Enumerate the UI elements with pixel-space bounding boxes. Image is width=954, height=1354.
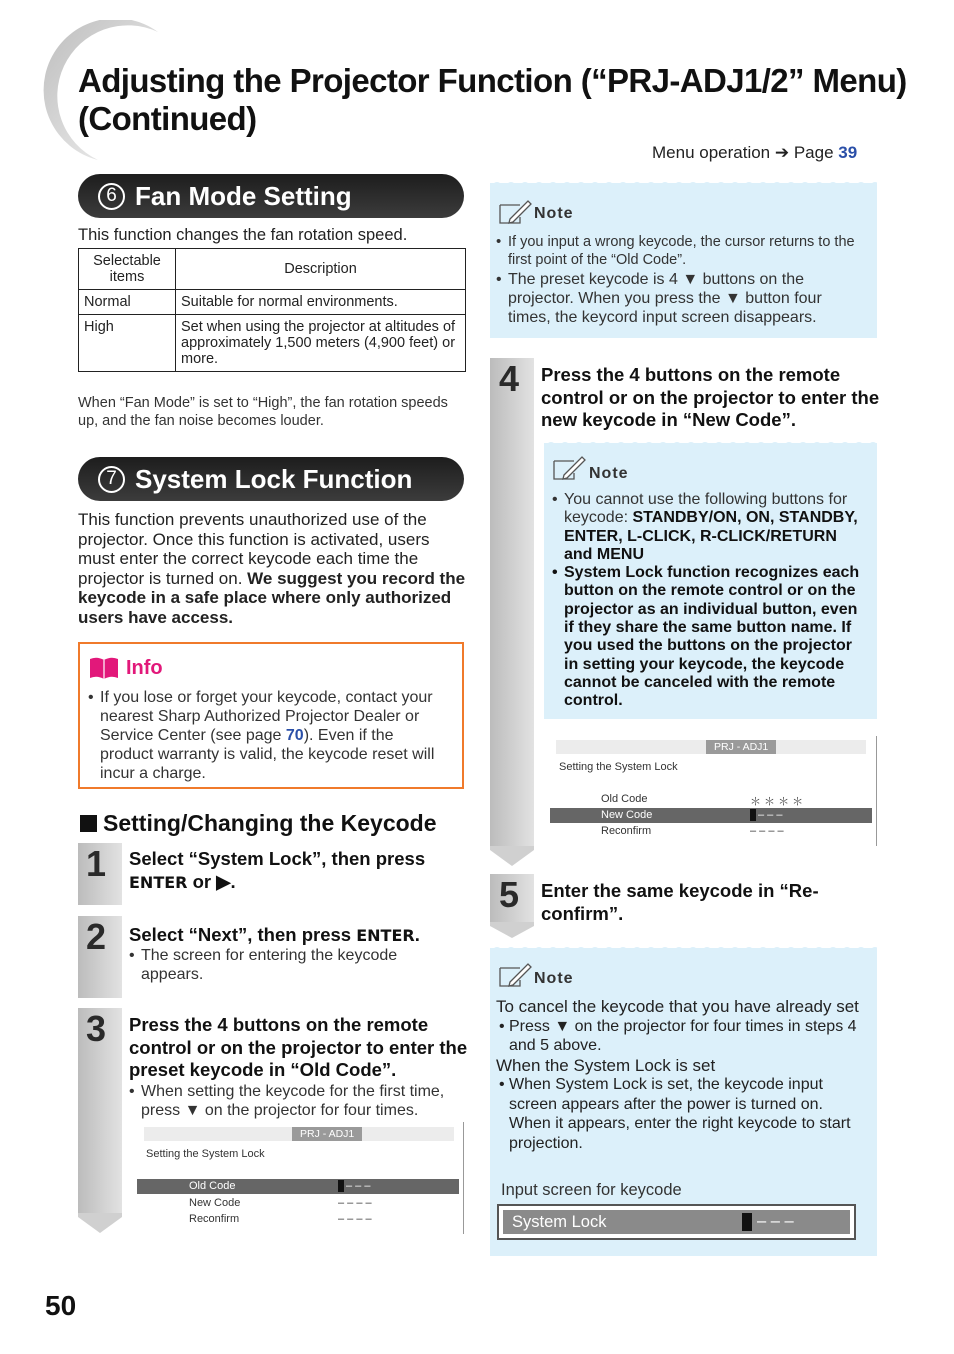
note2-bullet-1-plain: You cannot use the following buttons for keycode: xyxy=(564,491,848,527)
note1-bullets: • If you input a wrong keycode, the cursor returns to the first point of the “Old Code”. • The preset keycode is 4 ▼ buttons on the projector. When you press the ▼ button four times, the keycord input screen disappears. xyxy=(496,233,855,326)
fan-mode-heading-text: Fan Mode Setting xyxy=(135,180,352,211)
screen-menu-label: PRJ - ADJ1 xyxy=(292,1127,362,1141)
note-box-1 xyxy=(490,183,877,338)
step2-text-b: . xyxy=(414,924,420,945)
page-title: Adjusting the Projector Function (“PRJ-ADJ1/2” Menu) (Continued) xyxy=(78,62,907,137)
system-lock-heading-text: System Lock Function xyxy=(135,463,413,494)
table-header-description: Description xyxy=(176,249,466,290)
fan-after-note: When “Fan Mode” is set to “High”, the fan rotation speeds up, and the fan noise becomes louder. xyxy=(78,395,448,429)
info-page-link[interactable]: 70 xyxy=(285,727,304,744)
screen-title: Setting the System Lock xyxy=(559,761,678,773)
enter-key-label: ENTER xyxy=(129,872,188,892)
step2-bullet-text: The screen for entering the keycode appears. xyxy=(141,947,398,983)
table-cell-item: High xyxy=(79,315,176,372)
screen-dashes: – – – – xyxy=(338,1213,372,1225)
system-lock-paragraph xyxy=(78,510,466,627)
page-number: 50 xyxy=(45,1290,77,1321)
screen-highlight-row xyxy=(137,1179,459,1194)
fan-mode-table xyxy=(78,248,466,372)
step4-text: Press the 4 buttons on the remote control or on the projector to enter the new keycode in “New Code”. xyxy=(541,364,880,430)
fan-mode-heading xyxy=(78,174,464,218)
cursor-block xyxy=(742,1213,752,1231)
step3-text: Press the 4 buttons on the remote control or on the projector to enter the preset keycode in “Old Code”. xyxy=(129,1014,468,1080)
table-cell-item: Normal xyxy=(79,290,176,315)
cursor-block xyxy=(338,1180,344,1192)
screen-new-code xyxy=(546,736,877,846)
step-arrow-icon xyxy=(490,846,534,868)
step-number: 5 xyxy=(499,874,520,915)
pencil-note-icon xyxy=(498,962,532,990)
step-number: 2 xyxy=(86,916,107,957)
note-edge-decoration xyxy=(544,439,877,447)
screen-dashes: – – – – xyxy=(750,825,784,837)
step5-text: Enter the same keycode in “Re-confirm”. xyxy=(541,880,819,924)
screen-row-reconfirm: Reconfirm xyxy=(601,825,652,837)
note-box-3 xyxy=(490,948,877,1256)
step-arrow-icon xyxy=(490,922,534,940)
circled-number-icon: 7 xyxy=(98,466,125,493)
table-cell-desc: Set when using the projector at altitudes of approximately 1,500 meters (4,900 feet) or more. xyxy=(176,315,466,372)
note3-heading-cancel: To cancel the keycode that you have already set xyxy=(496,997,859,1016)
pencil-note-icon xyxy=(552,455,586,483)
table-row xyxy=(79,315,466,372)
screen-row-old-code: Old Code xyxy=(601,793,648,805)
keycode-subheading: Setting/Changing the Keycode xyxy=(103,810,437,836)
square-bullet-icon xyxy=(80,815,97,832)
step-number: 3 xyxy=(86,1008,107,1049)
step-number: 1 xyxy=(86,843,107,884)
step1-text xyxy=(129,848,469,894)
note2-bullet-1-bold: STANDBY/ON, ON, STANDBY, ENTER, L-CLICK, R-CLICK/RETURN and MENU xyxy=(564,509,858,563)
fan-intro: This function changes the fan rotation speed. xyxy=(78,226,408,244)
enter-key-label: ENTER xyxy=(356,926,415,945)
screen-highlight-row xyxy=(550,808,872,823)
system-lock-heading xyxy=(78,457,464,501)
step-bar xyxy=(490,358,534,848)
note3-content: To cancel the keycode that you have already set • Press ▼ on the projector for four times in steps 4 and 5 above. When the System Lock is set • When System Lock is set, the keycode input screen appears after the power is turned on. When it appears, enter the right keycode to start projection. xyxy=(496,997,868,1153)
note2-bullets: • You cannot use the following buttons for keycode: STANDBY/ON, ON, STANDBY, ENTER, L-CLICK, R-CLICK/RETURN and MENU • System Lock function recognizes each button on the remote control or on the projector as an individual button, even if they share the same button name. If you used the buttons on the projector in setting your keycode, the keycode cannot be canceled with the remote control. xyxy=(552,491,860,710)
table-row xyxy=(79,290,466,315)
system-lock-para-bold: We suggest you record the keycode in a safe place where only authorized users have access. xyxy=(78,568,466,627)
screen-dashes: – – – xyxy=(758,809,783,821)
screen-dashes: – – – – xyxy=(338,1197,372,1209)
screen-old-code xyxy=(134,1122,464,1234)
step1-text-b: or ▶. xyxy=(192,870,236,892)
keycode-input-label: System Lock xyxy=(512,1213,607,1231)
table-cell-desc: Suitable for normal environments. xyxy=(176,290,466,315)
step3-bullet: • When setting the keycode for the first time, press ▼ on the projector for four times. xyxy=(129,1082,469,1120)
menu-operation-page-link[interactable]: 39 xyxy=(838,143,858,162)
screen-title: Setting the System Lock xyxy=(146,1148,265,1160)
note-label: Note xyxy=(589,465,629,482)
info-label: Info xyxy=(126,657,163,679)
note-box-2 xyxy=(544,443,877,719)
keycode-input-dashes: – – – xyxy=(757,1212,794,1230)
circled-number-icon: 6 xyxy=(98,183,125,210)
step-arrow-icon xyxy=(78,1213,122,1235)
note3-heading-set: When the System Lock is set xyxy=(496,1055,716,1075)
note-label: Note xyxy=(534,205,574,222)
screen-stars: ＊ ＊ ＊ ＊ xyxy=(750,796,804,808)
cursor-block xyxy=(750,809,756,821)
screen-dashes: – – – xyxy=(346,1180,371,1192)
note-edge-decoration xyxy=(490,944,877,952)
note3-bullet-2: When System Lock is set, the keycode input screen appears after the power is turned on. When it appears, enter the right keycode to start projection. xyxy=(509,1076,851,1152)
note2-bullet-2: System Lock function recognizes each button on the remote control or on the projector as an individual button, even if they share the same button name. If you used the buttons on the projector in setting your keycode, the keycode cannot be canceled with the remote control. xyxy=(564,564,860,710)
table-header-items: Selectable items xyxy=(79,249,176,290)
system-lock-para-plain: This function prevents unauthorized use of the projector. Once this function is activated, users must enter the correct keycode each time the projector is turned on. xyxy=(78,510,430,588)
step-number: 4 xyxy=(499,358,520,399)
note1-bullet-1: If you input a wrong keycode, the cursor returns to the first point of the “Old Code”. xyxy=(508,234,855,268)
pencil-note-icon xyxy=(498,199,532,227)
note3-bullet-1: Press ▼ on the projector for four times in steps 4 and 5 above. xyxy=(509,1017,857,1054)
step1-text-a: Select “System Lock”, then press xyxy=(129,848,426,869)
keycode-screen-caption: Input screen for keycode xyxy=(501,1181,682,1199)
menu-operation-text: Menu operation ➔ Page xyxy=(652,143,834,162)
step2-text-a: Select “Next”, then press xyxy=(129,924,352,945)
info-bullet: • If you lose or forget your keycode, contact your nearest Sharp Authorized Projector Dealer or Service Center (see page 70). Even if the product warranty is valid, the keycode reset will incur a charge. xyxy=(88,689,435,782)
step2-text xyxy=(129,924,469,948)
info-text-b: ). Even if the product warranty is valid, the keycode reset will incur a charge. xyxy=(100,727,435,782)
keycode-input-screen xyxy=(497,1204,856,1240)
screen-row-new-code: New Code xyxy=(189,1197,241,1209)
note-edge-decoration xyxy=(490,179,877,187)
info-box xyxy=(78,642,464,789)
screen-row-reconfirm: Reconfirm xyxy=(189,1213,240,1225)
note-label: Note xyxy=(534,970,574,987)
screen-row-old-code: Old Code xyxy=(189,1180,236,1192)
info-text-a: If you lose or forget your keycode, contact your nearest Sharp Authorized Projector Dealer or Service Center (see page xyxy=(100,689,433,744)
screen-menu-label: PRJ - ADJ1 xyxy=(706,740,776,754)
menu-operation-ref xyxy=(652,143,857,163)
screen-row-new-code: New Code xyxy=(601,809,653,821)
note1-bullet-2: The preset keycode is 4 ▼ buttons on the projector. When you press the ▼ button four times, the keycord input screen disappears. xyxy=(508,271,822,326)
book-icon xyxy=(89,656,119,680)
step3-bullet-text: When setting the keycode for the first time, press ▼ on the projector for four times. xyxy=(141,1083,445,1119)
step2-bullet: • The screen for entering the keycode appears. xyxy=(129,946,459,984)
